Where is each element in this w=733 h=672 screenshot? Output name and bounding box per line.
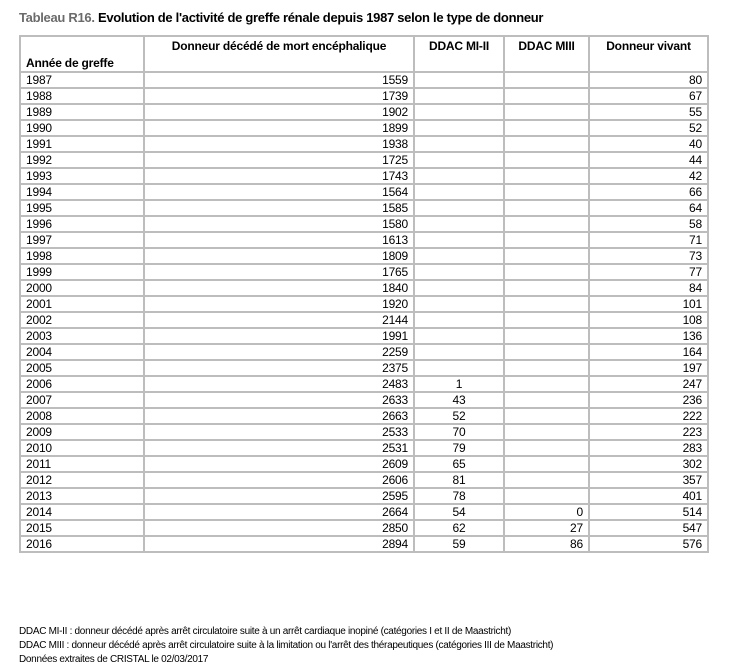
cell-brain-death-donor: 1899 (144, 120, 414, 136)
table-row (20, 232, 708, 248)
table-row (20, 472, 708, 488)
cell-ddac-miii (504, 104, 589, 120)
cell-brain-death-donor: 1938 (144, 136, 414, 152)
cell-brain-death-donor: 1809 (144, 248, 414, 264)
cell-ddac-miii (504, 72, 589, 88)
cell-ddac-miii (504, 312, 589, 328)
cell-ddac-mi-ii (414, 200, 504, 216)
cell-ddac-miii: 27 (504, 520, 589, 536)
table-row (20, 424, 708, 440)
cell-ddac-miii (504, 264, 589, 280)
cell-ddac-mi-ii (414, 216, 504, 232)
cell-living-donor: 44 (589, 152, 708, 168)
table-row (20, 120, 708, 136)
cell-year: 1991 (20, 136, 144, 152)
cell-brain-death-donor: 2606 (144, 472, 414, 488)
cell-brain-death-donor: 2533 (144, 424, 414, 440)
cell-living-donor: 84 (589, 280, 708, 296)
table-row (20, 280, 708, 296)
cell-brain-death-donor: 1739 (144, 88, 414, 104)
cell-ddac-miii (504, 280, 589, 296)
cell-year: 2012 (20, 472, 144, 488)
cell-ddac-mi-ii (414, 72, 504, 88)
cell-ddac-mi-ii (414, 104, 504, 120)
table-row (20, 168, 708, 184)
cell-ddac-miii (504, 424, 589, 440)
cell-year: 1999 (20, 264, 144, 280)
cell-ddac-miii (504, 376, 589, 392)
cell-living-donor: 80 (589, 72, 708, 88)
table-row (20, 104, 708, 120)
table-row (20, 264, 708, 280)
table-row (20, 72, 708, 88)
cell-year: 1989 (20, 104, 144, 120)
cell-year: 2000 (20, 280, 144, 296)
footnotes (19, 625, 553, 667)
cell-ddac-mi-ii: 79 (414, 440, 504, 456)
cell-year: 2004 (20, 344, 144, 360)
cell-brain-death-donor: 2259 (144, 344, 414, 360)
footnote-ddac-mi-ii: DDAC MI-II : donneur décédé après arrêt circulatoire suite à un arrêt cardiaque inopiné (catégories I et II de Maastricht) (19, 626, 511, 637)
table-row (20, 456, 708, 472)
cell-living-donor: 357 (589, 472, 708, 488)
cell-ddac-mi-ii (414, 168, 504, 184)
cell-brain-death-donor: 1564 (144, 184, 414, 200)
cell-living-donor: 136 (589, 328, 708, 344)
cell-brain-death-donor: 2144 (144, 312, 414, 328)
cell-ddac-mi-ii (414, 152, 504, 168)
cell-year: 2005 (20, 360, 144, 376)
cell-living-donor: 223 (589, 424, 708, 440)
cell-brain-death-donor: 2375 (144, 360, 414, 376)
cell-year: 1987 (20, 72, 144, 88)
cell-year: 2003 (20, 328, 144, 344)
cell-living-donor: 101 (589, 296, 708, 312)
table-row (20, 152, 708, 168)
cell-ddac-miii (504, 488, 589, 504)
header-brain-death-donor: Donneur décédé de mort encéphalique (144, 36, 414, 72)
cell-ddac-miii (504, 440, 589, 456)
cell-year: 2009 (20, 424, 144, 440)
cell-ddac-mi-ii (414, 312, 504, 328)
cell-ddac-miii (504, 152, 589, 168)
cell-year: 2014 (20, 504, 144, 520)
cell-brain-death-donor: 2633 (144, 392, 414, 408)
cell-ddac-mi-ii: 54 (414, 504, 504, 520)
table-row (20, 344, 708, 360)
cell-ddac-mi-ii: 62 (414, 520, 504, 536)
cell-brain-death-donor: 2609 (144, 456, 414, 472)
cell-living-donor: 514 (589, 504, 708, 520)
cell-ddac-mi-ii: 70 (414, 424, 504, 440)
cell-year: 2008 (20, 408, 144, 424)
cell-brain-death-donor: 2663 (144, 408, 414, 424)
cell-living-donor: 283 (589, 440, 708, 456)
cell-living-donor: 73 (589, 248, 708, 264)
cell-brain-death-donor: 1743 (144, 168, 414, 184)
cell-living-donor: 40 (589, 136, 708, 152)
cell-living-donor: 58 (589, 216, 708, 232)
table-row (20, 136, 708, 152)
cell-ddac-miii: 86 (504, 536, 589, 552)
table-number: Tableau R16. (19, 10, 95, 25)
cell-ddac-mi-ii (414, 344, 504, 360)
cell-brain-death-donor: 1585 (144, 200, 414, 216)
cell-brain-death-donor: 1559 (144, 72, 414, 88)
cell-living-donor: 55 (589, 104, 708, 120)
header-year: Année de greffe (20, 36, 144, 72)
cell-year: 2015 (20, 520, 144, 536)
cell-living-donor: 108 (589, 312, 708, 328)
table-row (20, 296, 708, 312)
cell-year: 1998 (20, 248, 144, 264)
cell-living-donor: 222 (589, 408, 708, 424)
cell-year: 2006 (20, 376, 144, 392)
cell-year: 1992 (20, 152, 144, 168)
cell-brain-death-donor: 1613 (144, 232, 414, 248)
cell-year: 1993 (20, 168, 144, 184)
footnote-source: Données extraites de CRISTAL le 02/03/2017 (19, 654, 209, 665)
cell-brain-death-donor: 1920 (144, 296, 414, 312)
table-row (20, 312, 708, 328)
cell-year: 2007 (20, 392, 144, 408)
cell-brain-death-donor: 1765 (144, 264, 414, 280)
cell-ddac-mi-ii: 81 (414, 472, 504, 488)
cell-ddac-miii (504, 408, 589, 424)
cell-year: 1988 (20, 88, 144, 104)
cell-ddac-mi-ii: 78 (414, 488, 504, 504)
cell-year: 2002 (20, 312, 144, 328)
table-row (20, 248, 708, 264)
cell-brain-death-donor: 2483 (144, 376, 414, 392)
table-row (20, 440, 708, 456)
header-ddac-mi-ii: DDAC MI-II (414, 36, 504, 72)
cell-living-donor: 236 (589, 392, 708, 408)
cell-ddac-miii (504, 232, 589, 248)
cell-year: 1996 (20, 216, 144, 232)
cell-ddac-miii (504, 136, 589, 152)
cell-ddac-miii (504, 200, 589, 216)
table-title (19, 10, 543, 25)
table-row (20, 376, 708, 392)
cell-ddac-miii (504, 456, 589, 472)
cell-ddac-miii (504, 184, 589, 200)
cell-ddac-mi-ii: 59 (414, 536, 504, 552)
cell-living-donor: 302 (589, 456, 708, 472)
cell-ddac-mi-ii (414, 248, 504, 264)
cell-year: 2010 (20, 440, 144, 456)
cell-ddac-miii (504, 344, 589, 360)
cell-ddac-mi-ii (414, 280, 504, 296)
cell-ddac-mi-ii: 43 (414, 392, 504, 408)
cell-ddac-mi-ii: 1 (414, 376, 504, 392)
cell-living-donor: 401 (589, 488, 708, 504)
cell-living-donor: 77 (589, 264, 708, 280)
cell-ddac-mi-ii (414, 120, 504, 136)
cell-ddac-miii (504, 88, 589, 104)
cell-brain-death-donor: 2894 (144, 536, 414, 552)
table-row (20, 536, 708, 552)
header-row (20, 36, 708, 72)
cell-ddac-mi-ii: 52 (414, 408, 504, 424)
cell-ddac-mi-ii (414, 136, 504, 152)
cell-year: 2011 (20, 456, 144, 472)
table-row (20, 328, 708, 344)
cell-brain-death-donor: 2850 (144, 520, 414, 536)
cell-brain-death-donor: 1991 (144, 328, 414, 344)
cell-living-donor: 67 (589, 88, 708, 104)
cell-ddac-mi-ii (414, 328, 504, 344)
cell-ddac-mi-ii (414, 184, 504, 200)
cell-living-donor: 71 (589, 232, 708, 248)
cell-brain-death-donor: 2595 (144, 488, 414, 504)
cell-brain-death-donor: 1580 (144, 216, 414, 232)
table-row (20, 216, 708, 232)
table-row (20, 504, 708, 520)
cell-ddac-miii: 0 (504, 504, 589, 520)
header-ddac-miii: DDAC MIII (504, 36, 589, 72)
cell-ddac-miii (504, 296, 589, 312)
cell-living-donor: 247 (589, 376, 708, 392)
cell-brain-death-donor: 2664 (144, 504, 414, 520)
table-row (20, 360, 708, 376)
cell-ddac-mi-ii: 65 (414, 456, 504, 472)
cell-ddac-miii (504, 216, 589, 232)
cell-living-donor: 197 (589, 360, 708, 376)
cell-ddac-miii (504, 328, 589, 344)
cell-year: 2016 (20, 536, 144, 552)
cell-brain-death-donor: 1902 (144, 104, 414, 120)
table-row (20, 184, 708, 200)
cell-year: 2013 (20, 488, 144, 504)
cell-brain-death-donor: 1840 (144, 280, 414, 296)
cell-living-donor: 52 (589, 120, 708, 136)
cell-living-donor: 64 (589, 200, 708, 216)
cell-year: 1994 (20, 184, 144, 200)
cell-ddac-miii (504, 168, 589, 184)
kidney-transplant-table (19, 35, 709, 553)
table-row (20, 520, 708, 536)
cell-living-donor: 66 (589, 184, 708, 200)
cell-year: 1997 (20, 232, 144, 248)
cell-ddac-miii (504, 472, 589, 488)
cell-year: 2001 (20, 296, 144, 312)
cell-ddac-mi-ii (414, 88, 504, 104)
cell-brain-death-donor: 1725 (144, 152, 414, 168)
footnote-ddac-miii: DDAC MIII : donneur décédé après arrêt circulatoire suite à la limitation ou l'arrêt des thérapeutiques (catégories III de Maastricht) (19, 640, 554, 651)
cell-living-donor: 42 (589, 168, 708, 184)
cell-ddac-mi-ii (414, 296, 504, 312)
cell-ddac-mi-ii (414, 264, 504, 280)
cell-living-donor: 547 (589, 520, 708, 536)
cell-ddac-mi-ii (414, 360, 504, 376)
table-row (20, 88, 708, 104)
cell-year: 1990 (20, 120, 144, 136)
cell-ddac-mi-ii (414, 232, 504, 248)
cell-living-donor: 576 (589, 536, 708, 552)
table-row (20, 408, 708, 424)
header-living-donor: Donneur vivant (589, 36, 708, 72)
table-row (20, 392, 708, 408)
cell-ddac-miii (504, 248, 589, 264)
table-caption: Evolution de l'activité de greffe rénale depuis 1987 selon le type de donneur (94, 10, 544, 25)
cell-brain-death-donor: 2531 (144, 440, 414, 456)
table-row (20, 200, 708, 216)
cell-living-donor: 164 (589, 344, 708, 360)
cell-ddac-miii (504, 360, 589, 376)
cell-ddac-miii (504, 120, 589, 136)
cell-ddac-miii (504, 392, 589, 408)
table-row (20, 488, 708, 504)
cell-year: 1995 (20, 200, 144, 216)
